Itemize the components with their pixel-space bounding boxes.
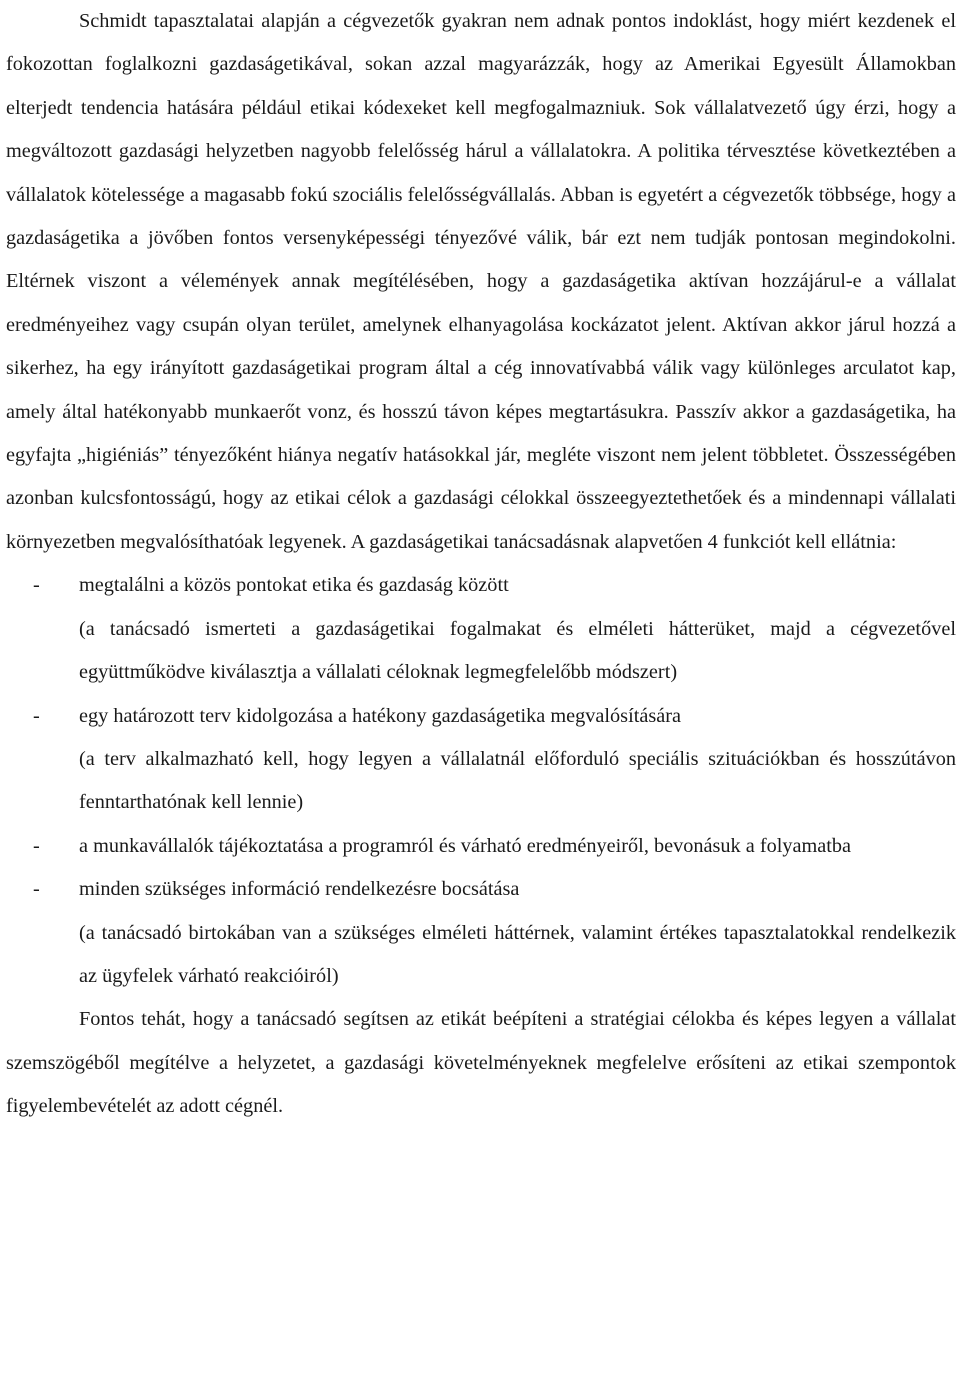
list-item bbox=[6, 868, 956, 998]
list-item bbox=[6, 564, 956, 694]
list-item bbox=[6, 695, 956, 825]
list-item bbox=[6, 825, 956, 868]
list-item-note: (a tanácsadó ismerteti a gazdaságetikai fogalmakat és elméleti hátterüket, majd a cégvezetővel együttműködve kiválasztja a vállalati céloknak legmegfelelőbb módszert) bbox=[79, 617, 956, 684]
list-item-title: minden szükséges információ rendelkezésre bocsátása bbox=[79, 878, 520, 901]
closing-paragraph: Fontos tehát, hogy a tanácsadó segítsen az etikát beépíteni a stratégiai célokba és képes legyen a vállalat szemszögéből megítélve a helyzetet, a gazdasági követelményeknek megfelelve erősíteni az etikai szempontok figyelembevételét az adott cégnél. bbox=[6, 1008, 956, 1118]
body-paragraph: Schmidt tapasztalatai alapján a cégvezetők gyakran nem adnak pontos indoklást, hogy miért kezdenek el fokozottan foglalkozni gazdaságetikával, sokan azzal magyarázzák, hogy az Amerikai Egyesült Államokban elterjedt tendencia hatására például etikai kódexeket kell megfogalmazniuk. Sok vállalatvezető úgy érzi, hogy a megváltozott gazdasági helyzetben nagyobb felelősség hárul a vállalatokra. A politika térvesztése következtében a vállalatok kötelessége a magasabb fokú szociális felelősségvállalás. Abban is egyetért a cégvezetők többsége, hogy a gazdaságetika a jövőben fontos versenyképességi tényezővé válik, bár ezt nem tudják pontosan megindokolni. Eltérnek viszont a vélemények annak megítélésében, hogy a gazdaságetika aktívan hozzájárul-e a vállalat eredményeihez vagy csupán olyan terület, amelynek elhanyagolása kockázatot jelent. Aktívan akkor járul hozzá a sikerhez, ha egy irányított gazdaságetikai program által a cég innovatívabbá válik vagy különleges arculatot kap, amely által hatékonyabb munkaerőt vonz, és hosszú távon képes megtartásukra. Passzív akkor a gazdaságetika, ha egyfajta „higiéniás” tényezőként hiánya negatív hatásokkal jár, megléte viszont nem jelent többletet. Összességében azonban kulcsfontosságú, hogy az etikai célok a gazdasági célokkal összeegyeztethetőek és a mindennapi vállalati környezetben megvalósíthatóak legyenek. A gazdaságetikai tanácsadásnak alapvetően 4 funkciót kell ellátnia: bbox=[6, 10, 956, 553]
list-dash: - bbox=[33, 834, 40, 857]
list-dash: - bbox=[33, 704, 40, 727]
list-item-title: megtalálni a közös pontokat etika és gazdaság között bbox=[79, 574, 509, 597]
list-item-note: (a terv alkalmazható kell, hogy legyen a vállalatnál előforduló speciális szituációkban és hosszútávon fenntarthatónak kell lennie) bbox=[79, 747, 956, 814]
list-item-title: a munkavállalók tájékoztatása a programról és várható eredményeiről, bevonásuk a folyamatba bbox=[79, 834, 852, 857]
document-page bbox=[6, 0, 956, 1129]
list-item-note: (a tanácsadó birtokában van a szükséges elméleti háttérnek, valamint értékes tapasztalatokkal rendelkezik az ügyfelek várható reakcióiról) bbox=[79, 921, 956, 987]
function-list bbox=[6, 564, 956, 998]
list-dash: - bbox=[33, 878, 40, 901]
list-item-title: egy határozott terv kidolgozása a hatékony gazdaságetika megvalósítására bbox=[79, 704, 681, 727]
list-dash: - bbox=[33, 574, 40, 597]
